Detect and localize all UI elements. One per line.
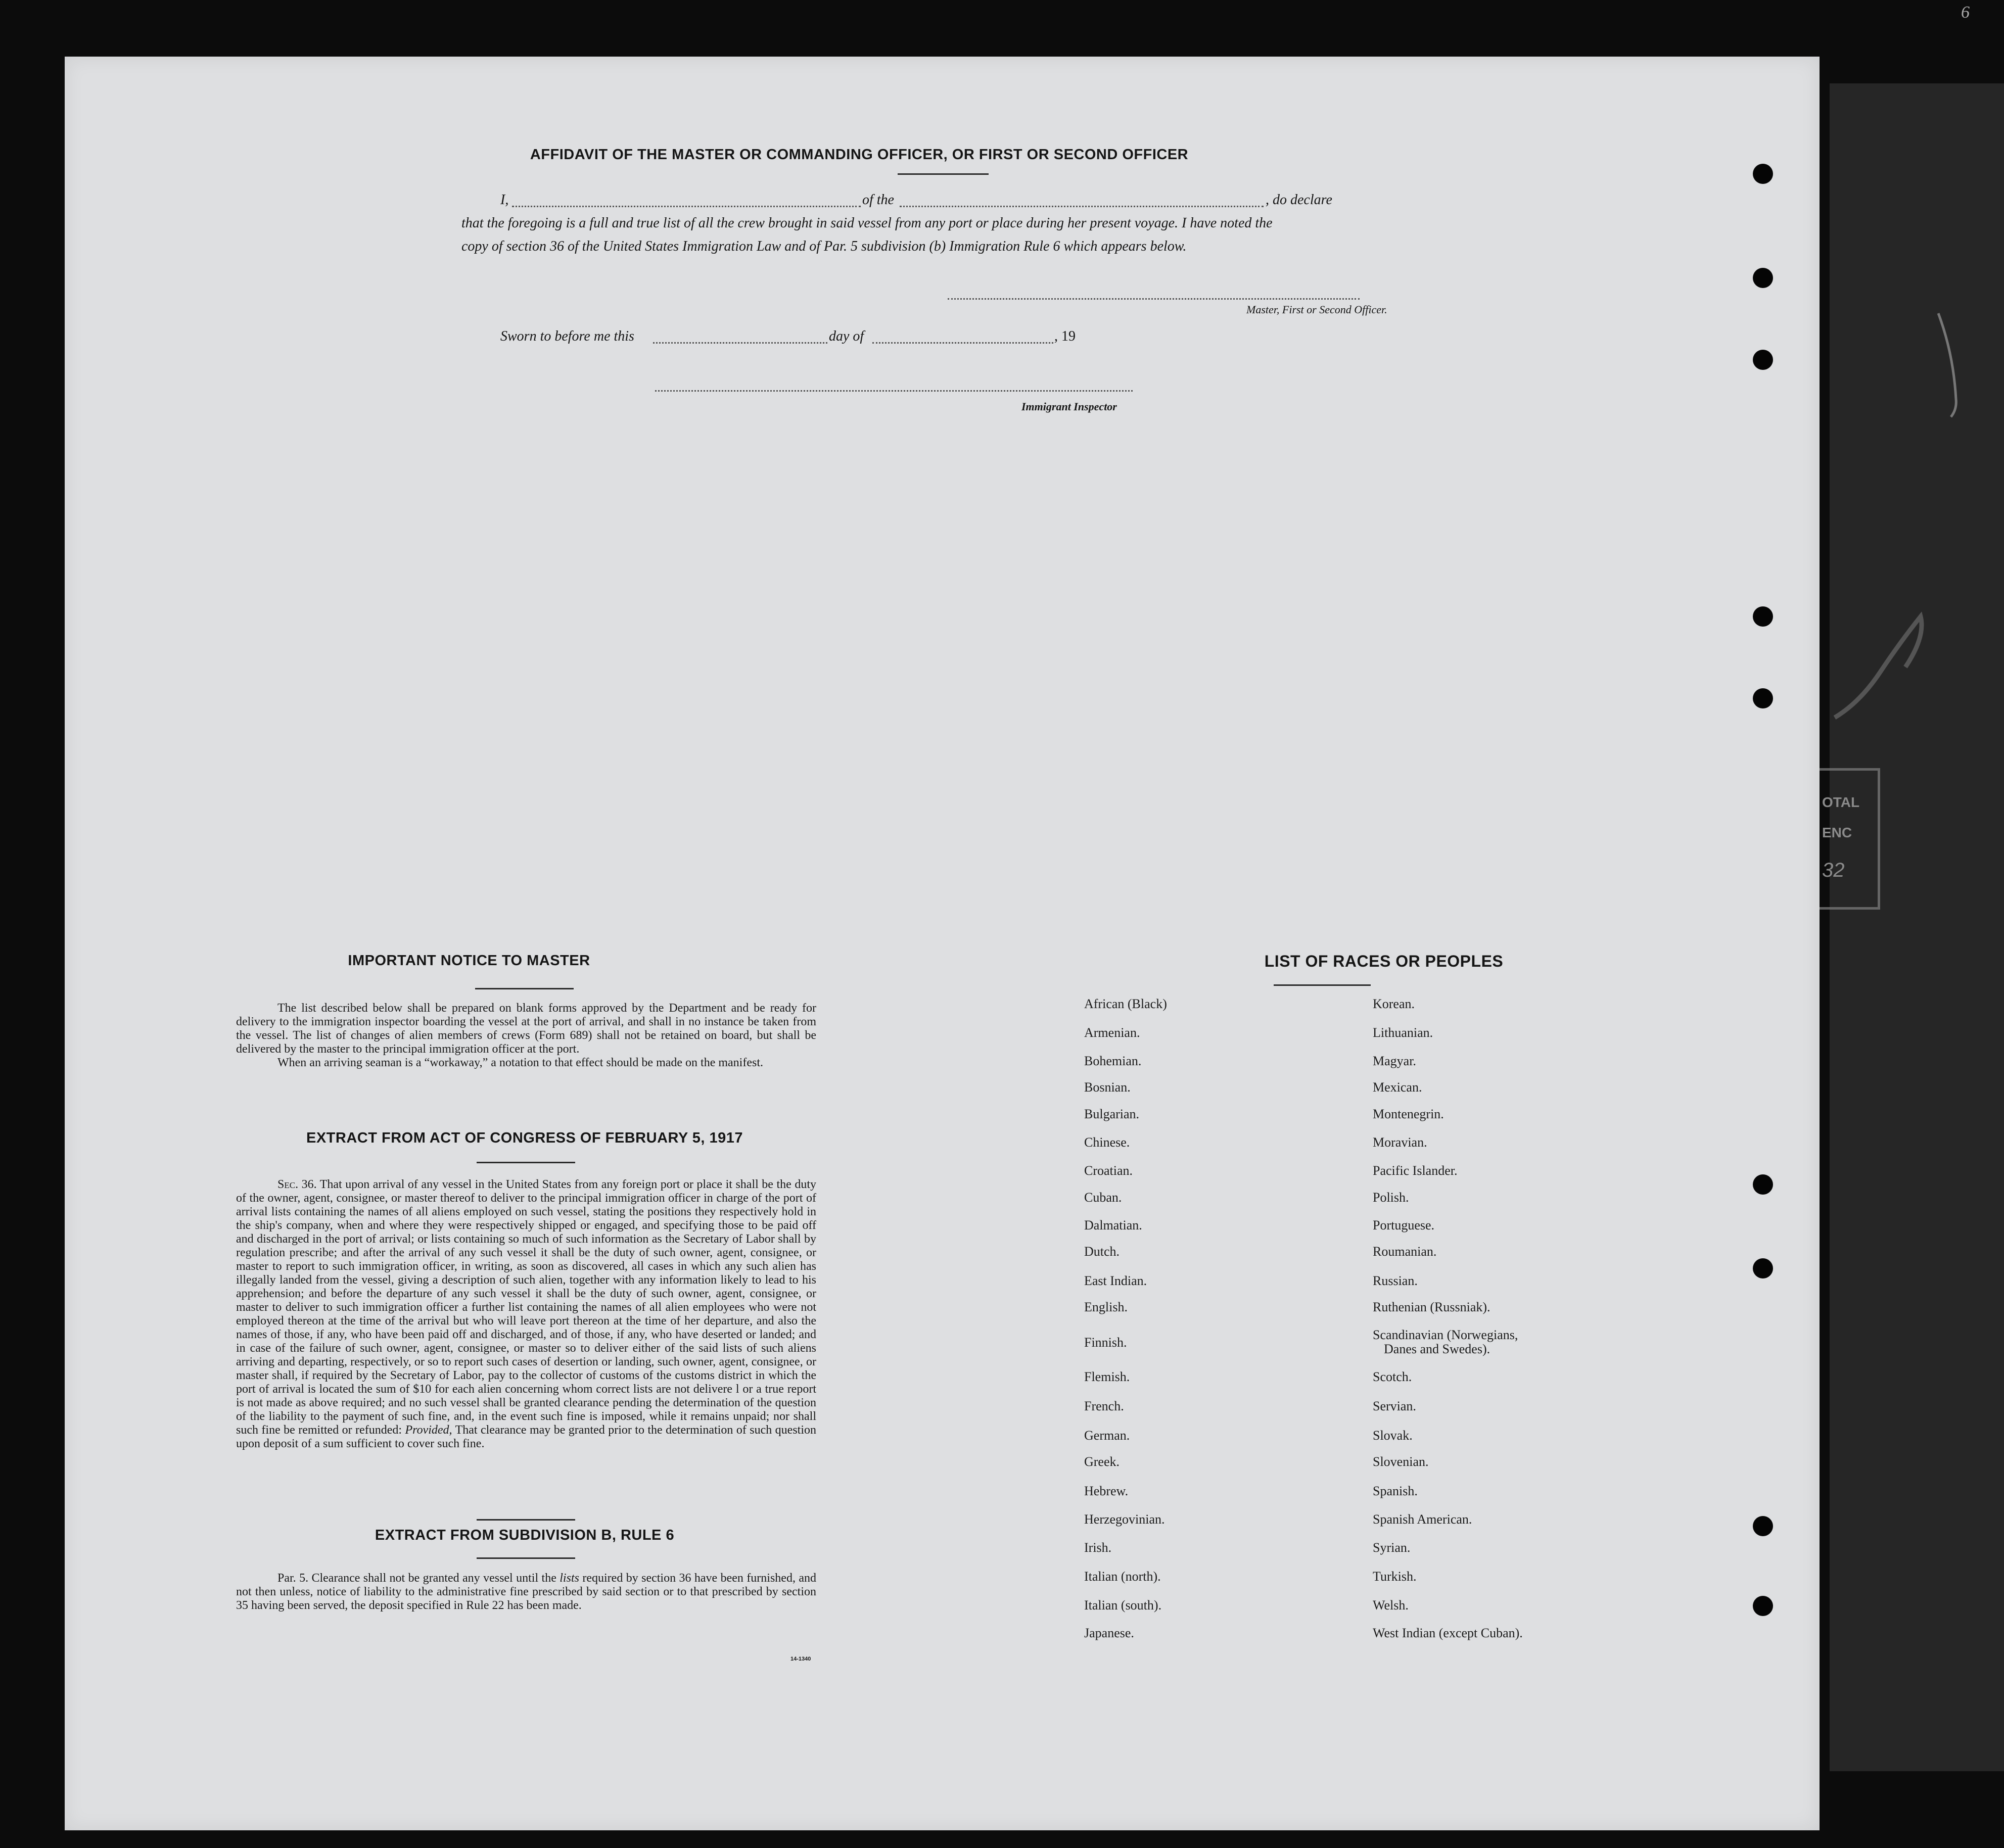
race-right-item: Danes and Swedes). xyxy=(1384,1342,1490,1356)
affidavit-of-the: of the xyxy=(862,192,894,208)
race-left-item: French. xyxy=(1084,1399,1124,1413)
race-left-item: Bosnian. xyxy=(1084,1080,1131,1095)
race-right-item: Polish. xyxy=(1373,1190,1409,1205)
race-right-item: Scotch. xyxy=(1373,1369,1412,1384)
race-right-item: Welsh. xyxy=(1373,1598,1409,1613)
race-left-item: Finnish. xyxy=(1084,1335,1127,1350)
extract-act-body xyxy=(236,1178,816,1451)
manifest-page xyxy=(65,57,1820,1830)
extract-rule-body xyxy=(236,1572,816,1613)
race-right-item: Russian. xyxy=(1373,1273,1418,1288)
rule-text-a: Par. 5. Clearance shall not be granted any vessel until the xyxy=(277,1572,556,1585)
notice-paragraph-2: When an arriving seaman is a “workaway,” a notation to that effect should be made on the manifest. xyxy=(277,1056,763,1069)
notice-body xyxy=(236,1002,816,1070)
race-right-item: Spanish. xyxy=(1373,1484,1418,1498)
sworn-day-blank xyxy=(653,342,827,344)
race-right-item: Korean. xyxy=(1373,997,1415,1011)
corner-page-mark: 6 xyxy=(1961,3,1970,22)
binder-hole xyxy=(1753,1258,1773,1278)
affidavit-declare: , do declare xyxy=(1266,192,1332,208)
form-number: 14-1340 xyxy=(790,1656,811,1662)
race-right-item: Scandinavian (Norwegians, xyxy=(1373,1328,1518,1342)
inspector-caption: Immigrant Inspector xyxy=(1021,400,1117,413)
binder-hole xyxy=(1753,350,1773,370)
affidavit-line-3: copy of section 36 of the United States Immigration Law and of Par. 5 subdivision (b) Immigration Rule 6 which appears below. xyxy=(461,239,1187,254)
sworn-month-blank xyxy=(872,342,1053,344)
race-right-item: Moravian. xyxy=(1373,1135,1427,1150)
extract-rule-title: EXTRACT FROM SUBDIVISION B, RULE 6 xyxy=(375,1527,675,1543)
race-right-item: Spanish American. xyxy=(1373,1512,1472,1527)
affidavit-i: I, xyxy=(500,192,509,208)
race-right-item: West Indian (except Cuban). xyxy=(1373,1626,1523,1640)
binder-hole xyxy=(1753,1516,1773,1536)
race-left-item: Cuban. xyxy=(1084,1190,1122,1205)
race-left-item: German. xyxy=(1084,1428,1130,1443)
race-right-item: Turkish. xyxy=(1373,1569,1417,1584)
binder-hole xyxy=(1753,1596,1773,1616)
rule-text-b: required by section 36 have been furnished, and not then unless, notice of liability to the administrative fine prescribed by said section or to that prescribed by section 35 having been served, the deposit specified in Rule 22 has been made. xyxy=(236,1572,817,1612)
officer-signature-caption: Master, First or Second Officer. xyxy=(1246,303,1387,316)
races-title: LIST OF RACES OR PEOPLES xyxy=(1264,952,1504,970)
extract-act-rule xyxy=(477,1162,575,1163)
race-right-item: Servian. xyxy=(1373,1399,1416,1413)
race-left-item: Flemish. xyxy=(1084,1369,1130,1384)
vessel-name-blank xyxy=(900,206,1264,207)
notice-paragraph-1: The list described below shall be prepared on blank forms approved by the Department and be ready for delivery to the immigration inspector boarding the vessel at the port of arrival, and shall in no instance be taken from the vessel. The list of changes of alien members of crews (Form 689) shall not be retained on board, but shall be delivered by the master to the principal immigration officer at the port. xyxy=(236,1002,816,1056)
race-right-item: Lithuanian. xyxy=(1373,1025,1433,1040)
race-right-item: Portuguese. xyxy=(1373,1218,1435,1233)
binder-hole xyxy=(1753,606,1773,627)
officer-signature-line xyxy=(948,298,1360,300)
race-right-item: Magyar. xyxy=(1373,1054,1416,1068)
affidavit-title: AFFIDAVIT OF THE MASTER OR COMMANDING OFFICER, OR FIRST OR SECOND OFFICER xyxy=(530,147,1189,163)
race-right-item: Montenegrin. xyxy=(1373,1107,1444,1121)
section-label: Sec. 36. xyxy=(277,1178,317,1191)
race-right-item: Roumanian. xyxy=(1373,1244,1437,1259)
race-right-item: Ruthenian (Russniak). xyxy=(1373,1300,1490,1314)
race-right-item: Slovak. xyxy=(1373,1428,1413,1443)
race-left-item: Croatian. xyxy=(1084,1163,1133,1178)
race-left-item: Bohemian. xyxy=(1084,1054,1142,1068)
provided-label: Provided, xyxy=(405,1424,452,1437)
day-of-text: day of xyxy=(829,328,864,344)
section-36-text: That upon arrival of any vessel in the United States from any foreign port or place it shall be the duty of the owner, agent, consignee, or master thereof to deliver to the principal immigration officer in charge of the port of arrival lists containing the names of all aliens employed on such vessel, stating the positions they respectively hold in the ship's company, when and where they were respectively shipped or engaged, and specifying those to be paid off and discharged in the port of arrival; or lists containing so much of such information as the Secretary of Labor shall by regulation prescribe; and after the arrival of any such vessel it shall be the duty of such owner, agent, consignee, or master to report to such immigration officer, in writing, as soon as discovered, all cases in which any such alien has illegally landed from the vessel, giving a description of such alien, together with any information likely to lead to his apprehension; and before the departure of any such vessel it shall be the duty of such owner, agent, consignee, or master to deliver to such immigration officer a further list containing the names of all alien employees who were not employed thereon at the time of the arrival but who will leave port thereon at the time of her departure, and also the names of those, if any, who have been paid off and discharged, and of those, if any, who have deserted or landed; and in case of the failure of such owner, agent, consignee, or master so to deliver either of the said lists of such aliens arriving and departing, respectively, or so to report such cases of desertion or landing, such owner, agent, consignee, or master shall, if required by the Secretary of Labor, pay to the collector of customs of the customs district in which the port of arrival is located the sum of $10 for each alien concerning whom correct lists are not delivere l or a true report is not made as above required; and no such vessel shall be granted clearance pending the determination of the question of the liability to the payment of such fine, and, in the event such fine is imposed, while it remains unpaid; nor shall such fine be remitted or refunded: xyxy=(236,1178,817,1437)
affidavit-line-2: that the foregoing is a full and true list of all the crew brought in said vessel from any port or place during her present voyage. I have noted the xyxy=(461,215,1273,231)
race-left-item: Italian (north). xyxy=(1084,1569,1161,1584)
inspector-signature-line xyxy=(655,390,1133,392)
sworn-text: Sworn to before me this xyxy=(500,328,634,344)
race-right-item: Mexican. xyxy=(1373,1080,1422,1095)
binder-hole xyxy=(1753,688,1773,708)
title-rule xyxy=(898,173,989,175)
race-left-item: Hebrew. xyxy=(1084,1484,1129,1498)
race-right-item: Syrian. xyxy=(1373,1540,1411,1555)
rule-separator xyxy=(477,1519,575,1521)
extract-act-title: EXTRACT FROM ACT OF CONGRESS OF FEBRUARY 5, 1917 xyxy=(306,1130,743,1146)
rule-text-lists: lists xyxy=(560,1572,579,1585)
adjacent-box-text-1: OTAL xyxy=(1822,794,1860,810)
adjacent-box-text-2: ENC xyxy=(1822,825,1852,840)
extract-rule-rule xyxy=(477,1557,575,1559)
binder-hole xyxy=(1753,164,1773,184)
binder-hole xyxy=(1753,1174,1773,1195)
notice-title: IMPORTANT NOTICE TO MASTER xyxy=(348,953,590,969)
race-left-item: Japanese. xyxy=(1084,1626,1134,1640)
race-left-item: Dutch. xyxy=(1084,1244,1120,1259)
races-rule xyxy=(1274,984,1371,986)
race-right-item: Slovenian. xyxy=(1373,1454,1429,1469)
notice-rule xyxy=(475,988,574,989)
race-left-item: Greek. xyxy=(1084,1454,1120,1469)
officer-name-blank xyxy=(512,206,861,207)
race-left-item: East Indian. xyxy=(1084,1273,1147,1288)
race-right-item: Pacific Islander. xyxy=(1373,1163,1458,1178)
race-left-item: Armenian. xyxy=(1084,1025,1140,1040)
year-text: , 19 xyxy=(1054,328,1076,344)
race-left-item: Herzegovinian. xyxy=(1084,1512,1165,1527)
adjacent-box-text-3: 32 xyxy=(1822,859,1845,881)
race-left-item: Irish. xyxy=(1084,1540,1112,1555)
race-left-item: English. xyxy=(1084,1300,1128,1314)
race-left-item: African (Black) xyxy=(1084,997,1167,1011)
race-left-item: Bulgarian. xyxy=(1084,1107,1140,1121)
section-36-text-end: That clearance may be granted prior to the determination of such question upon deposit of a sum sufficient to cover such fine. xyxy=(236,1424,817,1450)
race-left-item: Italian (south). xyxy=(1084,1598,1162,1613)
adjacent-page-pencil-marks xyxy=(1830,283,2001,738)
race-left-item: Chinese. xyxy=(1084,1135,1130,1150)
race-left-item: Dalmatian. xyxy=(1084,1218,1142,1233)
binder-hole xyxy=(1753,268,1773,288)
